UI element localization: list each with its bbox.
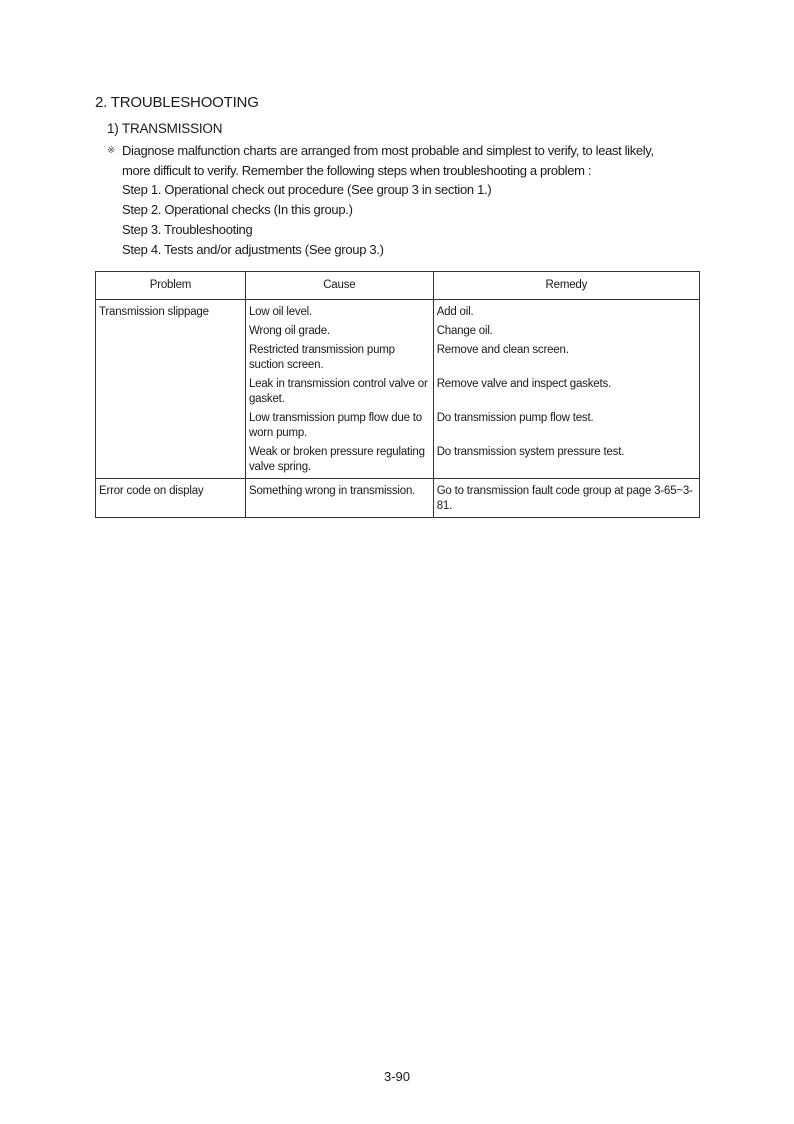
problem-cell: Transmission slippage	[96, 300, 246, 479]
remedy-cell: Change oil.	[433, 320, 699, 339]
remedy-cell: Go to transmission fault code group at page 3-65~3-81.	[433, 479, 699, 518]
section-title: 2. TROUBLESHOOTING	[95, 94, 259, 111]
cause-cell: Low transmission pump flow due to worn pump.	[245, 407, 433, 441]
problem-cell: Error code on display	[96, 479, 246, 518]
reference-mark-icon: ※	[107, 145, 116, 156]
step-item: Step 4. Tests and/or adjustments (See group 3.)	[122, 242, 384, 257]
header-problem: Problem	[96, 272, 246, 300]
step-item: Step 3. Troubleshooting	[122, 222, 253, 237]
cause-cell: Low oil level.	[245, 300, 433, 321]
cause-cell: Restricted transmission pump suction screen.	[245, 339, 433, 373]
remedy-cell: Do transmission system pressure test.	[433, 441, 699, 479]
remedy-cell: Remove valve and inspect gaskets.	[433, 373, 699, 407]
note-line-1: Diagnose malfunction charts are arranged from most probable and simplest to verify, to least likely,	[122, 143, 654, 158]
step-item: Step 2. Operational checks (In this group.)	[122, 202, 353, 217]
table-row	[96, 479, 700, 518]
table-row	[96, 300, 700, 321]
note-line-2: more difficult to verify. Remember the following steps when troubleshooting a problem :	[122, 163, 592, 178]
table-header-row	[96, 272, 700, 300]
steps-list	[122, 180, 491, 260]
cause-cell: Weak or broken pressure regulating valve spring.	[245, 441, 433, 479]
header-remedy: Remedy	[433, 272, 699, 300]
troubleshooting-note	[107, 141, 707, 181]
troubleshooting-table	[95, 271, 700, 518]
cause-cell: Something wrong in transmission.	[245, 479, 433, 518]
remedy-cell: Add oil.	[433, 300, 699, 321]
step-item: Step 1. Operational check out procedure (See group 3 in section 1.)	[122, 182, 492, 197]
header-cause: Cause	[245, 272, 433, 300]
page-number: 3-90	[383, 1069, 411, 1084]
remedy-cell: Remove and clean screen.	[433, 339, 699, 373]
subsection-title: 1) TRANSMISSION	[107, 121, 223, 136]
remedy-cell: Do transmission pump flow test.	[433, 407, 699, 441]
cause-cell: Wrong oil grade.	[245, 320, 433, 339]
cause-cell: Leak in transmission control valve or gasket.	[245, 373, 433, 407]
